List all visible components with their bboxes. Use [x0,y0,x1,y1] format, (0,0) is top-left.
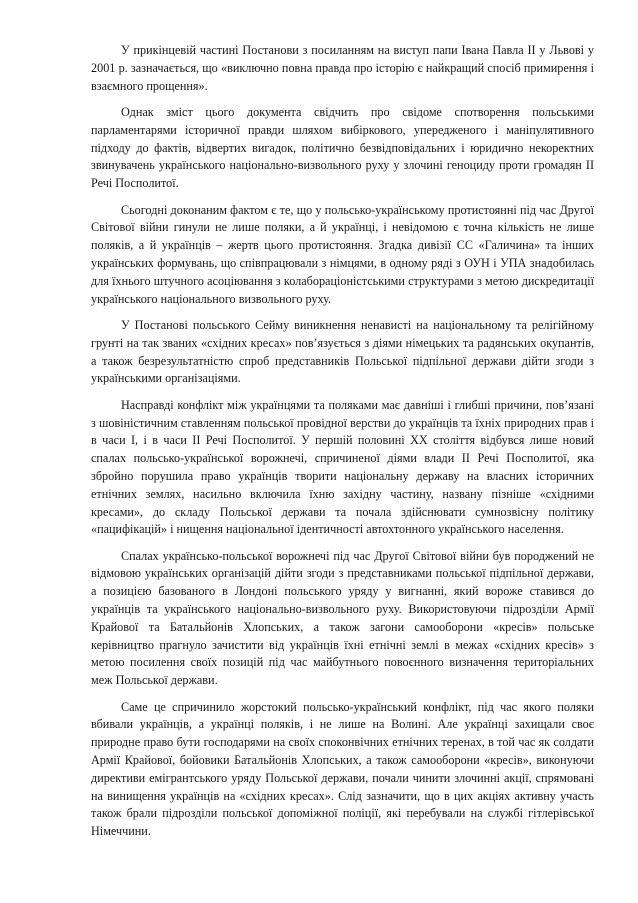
paragraph-5: Насправді конфлікт між українцями та поляками має давніші і глибші причини, пов’язані з шовіністичним ставленням польської провідної верстви до українців та їхніх природних прав і в часи І, і в часи ІІ Речі Посполитої. У першій половині ХХ століття відбувся лише новий спалах польсько-української ворожнечі, спричиненої діями влади ІІ Речі Посполитої, яка збройно порушила право українців творити національну державу на власних історичних етнічних землях, насильно включила їхню західну частину, названу пізніше «східними кресами», до складу Польської держави та почала здійснювати сумнозвісну політику «пацифікацій» і нищення національної ідентичності автохтонного українського населення. [91,397,594,537]
paragraph-3: Сьогодні доконаним фактом є те, що у польсько-українському протистоянні під час Другої Світової війни гинули не лише поляки, а й українці, і невідомою є точна кількість не лише поляків, а й українців – жертв цього протистояння. Згадка дивізії СС «Галичина» та інших українських формувань, що співпрацювали з німцями, в одному ряді з ОУН і УПА знадобилась для їхнього штучного асоціювання з колабораціоністськими структурами з метою дискредитації українського національного визвольного руху. [91,202,594,306]
paragraph-7: Саме це спричинило жорстокий польсько-український конфлікт, під час якого поляки вбивали українців, а українці поляків, і не лише на Волині. Але українці захищали своє природне право бути господарями на своїх споконвічних етнічних теренах, в той час як солдати Армії Крайової, бойовики Батальйонів Хлопських, а також самооборони «кресів», виконуючи директиви емігрантського уряду Польської держави, почали чинити злочинні акції, спрямовані на винищення українців на «східних кресах». Слід зазначити, що в цих акціях активну участь також брали підрозділи польської допоміжної поліції, які перебували на службі гітлерівської Німеччини. [91,699,594,839]
paragraph-4: У Постанові польського Сейму виникнення ненависті на національному та релігійному грунті на так званих «східних кресах» пов’язується з діями німецьких та радянських окупантів, а також безрезультатністю спроб представників Польської підпільної держави дійти згоди з українськими організаціями. [91,317,594,386]
paragraph-6: Спалах українсько-польської ворожнечі під час Другої Світової війни був породжений не відмовою українських організацій дійти згоди з представниками польської підпільної держави, а позицією базованого в Лондоні польського уряду у вигнанні, який вороже ставився до українців та українського національно-визвольного руху. Використовуючи підрозділи Армії Крайової та Батальйонів Хлопських, а також загони самооборони «кресів» польське керівництво прагнуло зачистити від українців їхні етнічні землі в межах «східних кресів» з метою посилення своїх позицій під час майбутнього повоєнного визначення територіальних меж Польської держави. [91,548,594,688]
document-page [91,42,594,850]
paragraph-1: У прикінцевій частині Постанови з посиланням на виступ папи Івана Павла ІІ у Львові у 2001 р. зазначається, що «виключно повна правда про історію є найкращий спосіб примирення і взаємного прощення». [91,43,594,93]
paragraph-2: Однак зміст цього документа свідчить про свідоме спотворення польськими парламентарями історичної правди шляхом вибіркового, упередженого і маніпулятивного підходу до фактів, відвертих вигадок, політично безвідповідальних і юридично некоректних звинувачень українського національно-визвольного руху у злочині геноциду проти громадян ІІ Речі Посполитої. [91,104,594,191]
